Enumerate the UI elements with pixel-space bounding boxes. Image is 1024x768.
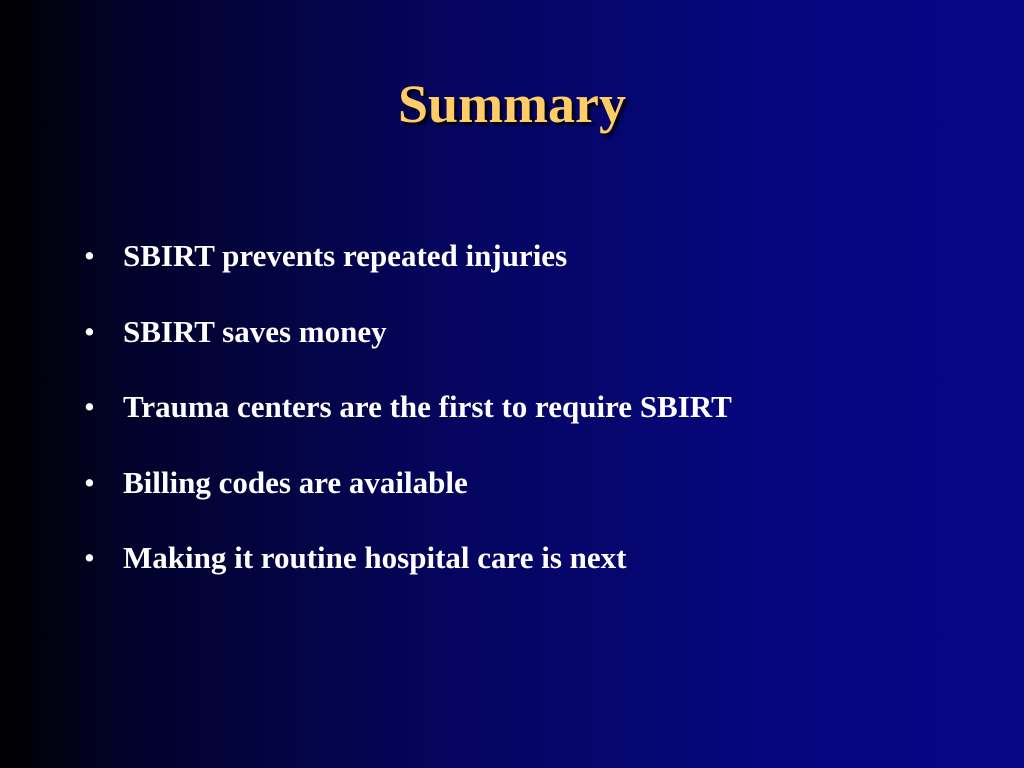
bullet-text: Billing codes are available	[123, 464, 468, 500]
bullet-item	[84, 308, 732, 384]
bullet-text: Making it routine hospital care is next	[123, 540, 627, 575]
bullet-icon: •	[84, 389, 95, 424]
bullet-text: Trauma centers are the first to require SBIRT	[123, 389, 732, 424]
bullet-icon: •	[84, 464, 95, 500]
slide-title: Summary	[398, 74, 626, 134]
bullet-icon: •	[84, 238, 95, 273]
bullet-text: SBIRT saves money	[123, 313, 387, 349]
bullet-icon: •	[84, 313, 95, 349]
bullet-item	[84, 383, 732, 459]
bullet-item	[84, 534, 732, 610]
bullet-list	[84, 232, 732, 610]
bullet-text: SBIRT prevents repeated injuries	[123, 238, 568, 273]
bullet-icon: •	[84, 540, 95, 575]
bullet-item	[84, 232, 732, 308]
bullet-item	[84, 459, 732, 535]
